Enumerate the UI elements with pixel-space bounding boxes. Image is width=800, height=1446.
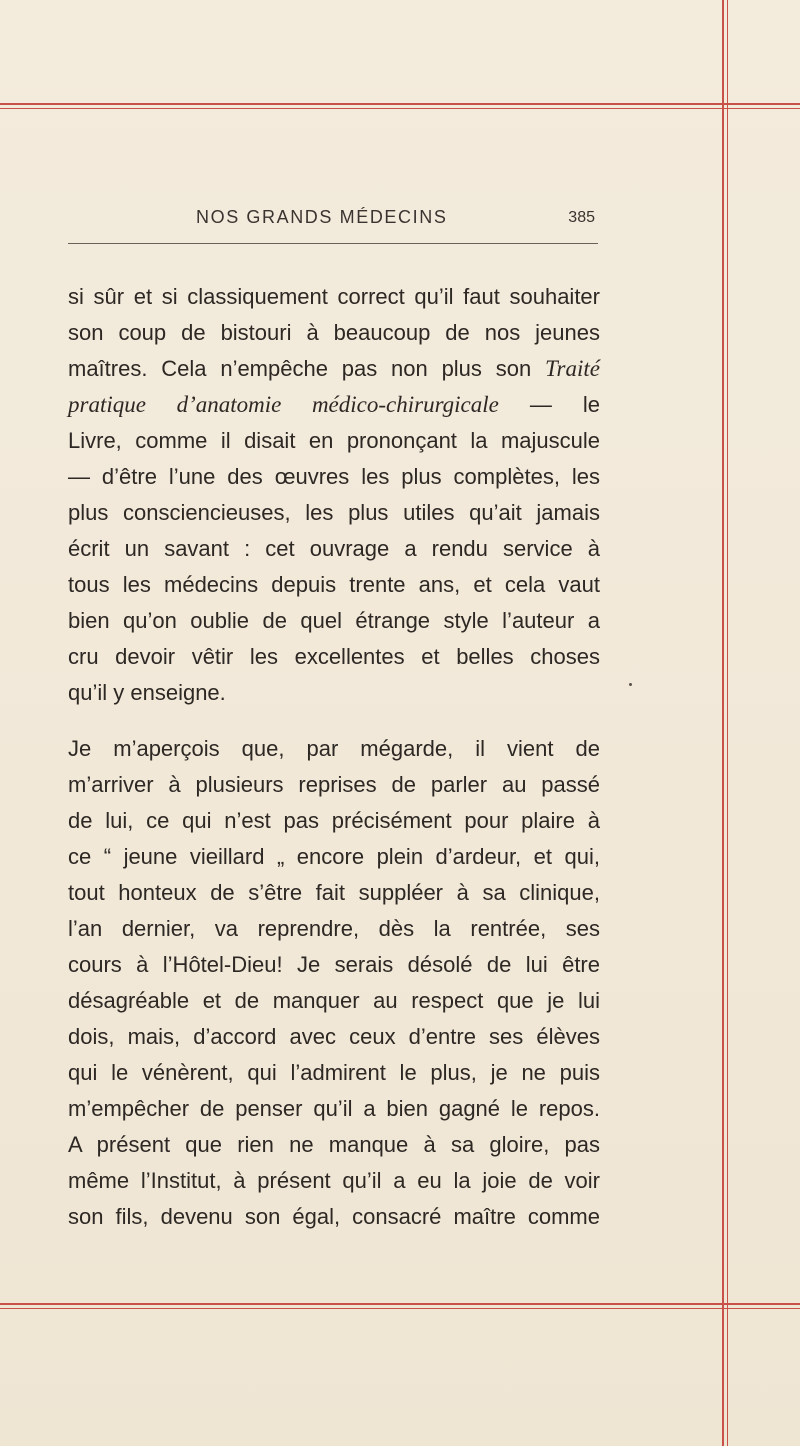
italic-title: Traité (545, 356, 600, 381)
paragraph-1 (68, 279, 600, 711)
right-red-rule (722, 0, 724, 1446)
running-head (68, 207, 598, 237)
text-line: m’arriver à plusieurs reprises de parler au passé (68, 772, 600, 797)
bottom-red-rule (0, 1303, 800, 1305)
text-line: — d’être l’une des œuvres les plus complètes, les (68, 464, 600, 489)
body-text (68, 279, 600, 1235)
text-line: écrit un savant : cet ouvrage a rendu service à (68, 536, 600, 561)
text-line (68, 387, 600, 423)
right-red-rule-thin (727, 0, 728, 1446)
text-line: son fils, devenu son égal, consacré maître comme (68, 1204, 600, 1229)
paragraph-2 (68, 731, 600, 1235)
page-number: 385 (568, 209, 595, 226)
text-line: de lui, ce qui n’est pas précisément pour plaire à (68, 808, 600, 833)
text-line: cours à l’Hôtel-Dieu! Je serais désolé de lui être (68, 952, 600, 977)
header-rule (68, 243, 598, 244)
text-run: — le (529, 392, 600, 417)
italic-title: pratique d’anatomie médico-chirurgicale (68, 392, 499, 417)
text-line: qu’il y enseigne. (68, 680, 226, 705)
text-line (68, 351, 600, 387)
text-line: Livre, comme il disait en prononçant la majuscule (68, 428, 600, 453)
text-line: dois, mais, d’accord avec ceux d’entre ses élèves (68, 1024, 600, 1049)
text-line: ce “ jeune vieillard „ encore plein d’ardeur, et qui, (68, 844, 600, 869)
top-red-rule (0, 103, 800, 105)
ink-speck (629, 683, 632, 686)
text-line: désagréable et de manquer au respect que je lui (68, 988, 600, 1013)
text-line: bien qu’on oublie de quel étrange style l’auteur a (68, 608, 600, 633)
running-title: NOS GRANDS MÉDECINS (196, 207, 448, 227)
text-line: A présent que rien ne manque à sa gloire, pas (68, 1132, 600, 1157)
text-line: plus consciencieuses, les plus utiles qu’ait jamais (68, 500, 600, 525)
text-line: m’empêcher de penser qu’il a bien gagné le repos. (68, 1096, 600, 1121)
bottom-red-rule-thin (0, 1308, 800, 1309)
top-red-rule-thin (0, 108, 800, 109)
paragraph-gap (68, 711, 600, 731)
text-line: si sûr et si classiquement correct qu’il faut souhaiter (68, 284, 600, 309)
text-line: Je m’aperçois que, par mégarde, il vient de (68, 736, 600, 761)
text-run: maîtres. Cela n’empêche pas non plus son (68, 356, 532, 381)
text-line: qui le vénèrent, qui l’admirent le plus, je ne puis (68, 1060, 600, 1085)
text-line: tous les médecins depuis trente ans, et cela vaut (68, 572, 600, 597)
text-line: tout honteux de s’être fait suppléer à sa clinique, (68, 880, 600, 905)
text-line: l’an dernier, va reprendre, dès la rentrée, ses (68, 916, 600, 941)
text-line: son coup de bistouri à beaucoup de nos jeunes (68, 320, 600, 345)
text-line: même l’Institut, à présent qu’il a eu la joie de voir (68, 1168, 600, 1193)
text-line: cru devoir vêtir les excellentes et belles choses (68, 644, 600, 669)
